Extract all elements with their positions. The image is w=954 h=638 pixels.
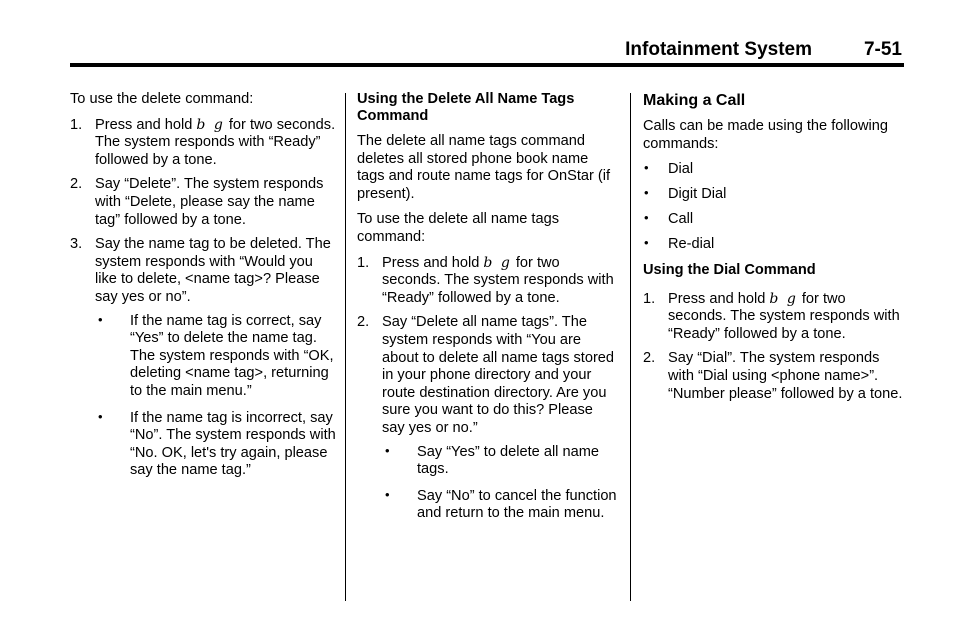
command-item [643,236,908,254]
step-number: 2. [643,350,656,367]
command-text: Digit Dial [668,186,727,203]
step-number: 1. [70,116,83,133]
bullet-icon: • [98,311,103,327]
step-item [357,255,619,308]
step-text: Say the name tag to be deleted. The system responds with “Would you like to delete, <name tag>? Please say yes or no”. [95,236,331,305]
column-divider [345,93,346,601]
page-number: 7-51 [863,39,902,60]
step-item [70,176,338,229]
step-item [643,350,908,403]
bullet-text: If the name tag is incorrect, say “No”. The system responds with “No. OK, let's try again, please say the name tag.” [130,409,336,479]
step-number: 2. [70,176,83,193]
bullet-icon: • [644,235,649,251]
step-item [70,117,338,170]
section-title: Infotainment System [625,39,812,60]
bullet-icon: • [98,408,103,424]
command-list [643,161,908,254]
bullet-text: Say “Yes” to delete all name tags. [417,443,599,478]
step-number: 2. [357,314,370,331]
talk-button-icon: b g [483,254,512,271]
column-1 [70,91,338,489]
bullet-text: If the name tag is correct, say “Yes” to delete the name tag. The system responds with “OK, deleting <name tag>, returning to the main menu.” [130,312,334,399]
bullet-icon: • [644,160,649,176]
page-header [70,38,904,64]
command-item [643,186,908,204]
sub-bullets [95,313,338,480]
command-text: Re-dial [668,236,715,253]
bullet-icon: • [644,210,649,226]
command-text: Dial [668,161,694,178]
bullet-text: Say “No” to cancel the function and return to the main menu. [417,487,617,522]
bullet-icon: • [385,442,390,458]
intro-text: To use the delete command: [70,91,254,107]
step-text-post: for two seconds. The system responds with “Ready” followed by a tone. [668,290,900,342]
step-item [357,314,619,523]
bullet-item [95,410,338,480]
step-item [70,236,338,480]
talk-button-icon: b g [196,116,225,133]
step-text-pre: Press and hold [668,290,766,307]
step-text: Say “Delete”. The system responds with “Delete, please say the name tag” followed by a tone. [95,176,324,228]
step-text-post: for two seconds. The system responds with “Ready” followed by a tone. [95,116,336,168]
column-divider [630,93,631,601]
sub-bullets [382,444,619,523]
bullet-item [95,313,338,401]
step-number: 1. [357,254,370,271]
paragraph: Calls can be made using the following commands: [643,118,888,152]
bullet-item [382,488,619,523]
step-text-post: for two seconds. The system responds with “Ready” followed by a tone. [382,254,614,306]
paragraph: To use the delete all name tags command: [357,211,560,245]
step-number: 3. [70,236,83,253]
column-2 [357,91,619,532]
subheading: Using the Delete All Name Tags Command [357,91,575,124]
bullet-item [382,444,619,479]
delete-steps [70,117,338,480]
header-rule [70,63,904,67]
step-item [643,291,908,344]
step-text: Say “Dial”. The system responds with “Dial using <phone name>”. “Number please” followed by a tone. [668,350,903,402]
step-text-pre: Press and hold [382,254,480,271]
bullet-icon: • [385,486,390,502]
talk-button-icon: b g [769,290,798,307]
delete-all-steps [357,255,619,523]
section-heading: Making a Call [643,92,746,109]
step-text-pre: Press and hold [95,116,193,133]
command-item [643,211,908,229]
step-text: Say “Delete all name tags”. The system responds with “You are about to delete all name tags stored in your phone directory and your route destination directory. Are you sure you want to do this? Please say yes or no.” [382,314,615,436]
subheading: Using the Dial Command [643,261,816,278]
bullet-icon: • [644,185,649,201]
dial-steps [643,291,908,404]
paragraph: The delete all name tags command deletes all stored phone book name tags and route name tags for OnStar (if present). [357,133,611,202]
command-text: Call [668,211,694,228]
command-item [643,161,908,179]
column-3 [643,91,908,411]
step-number: 1. [643,290,656,307]
